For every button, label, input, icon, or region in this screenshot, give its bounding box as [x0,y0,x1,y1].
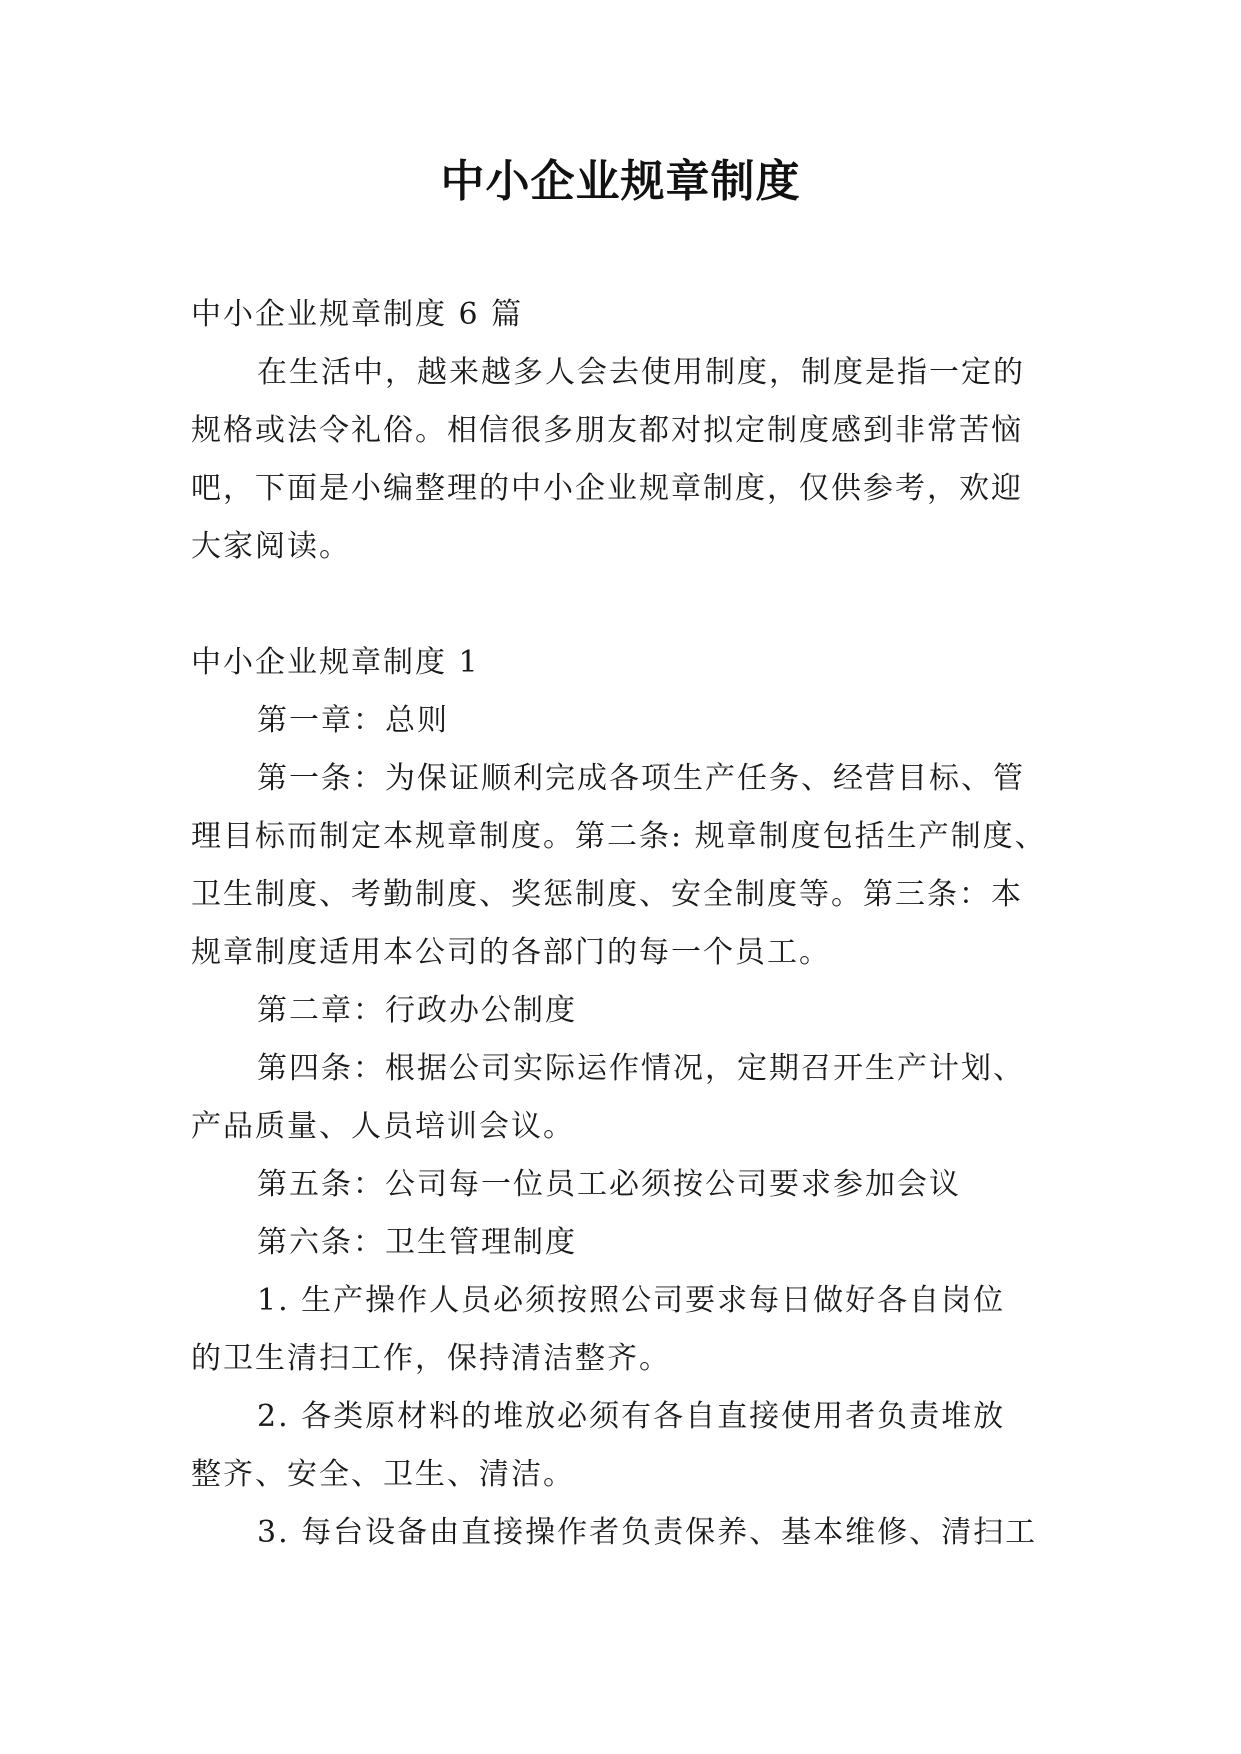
document-title: 中小企业规章制度 [440,156,801,207]
paragraph-line: 整齐、安全、卫生、清洁。 [191,1457,575,1492]
paragraph-line: 规章制度适用本公司的各部门的每一个员工。 [191,935,831,970]
list-item: 2. 各类原材料的堆放必须有各自直接使用者负责堆放 [257,1399,1006,1434]
paragraph-line: 第六条：卫生管理制度 [257,1225,577,1260]
paragraph-line: 卫生制度、考勤制度、奖惩制度、安全制度等。第三条：本 [191,877,1023,912]
paragraph-line: 理目标而制定本规章制度。第二条: 规章制度包括生产制度、 [191,819,1047,854]
paragraph-line: 大家阅读。 [191,529,351,564]
section-heading: 中小企业规章制度 1 [191,645,480,680]
list-item: 3. 每台设备由直接操作者负责保养、基本维修、清扫工 [257,1515,1038,1550]
paragraph-line: 的卫生清扫工作，保持清洁整齐。 [191,1341,671,1376]
paragraph-line: 第四条：根据公司实际运作情况，定期召开生产计划、 [257,1051,1025,1086]
document-body [191,286,1061,1562]
paragraph-line: 规格或法令礼俗。相信很多朋友都对拟定制度感到非常苦恼 [191,413,1023,448]
paragraph-line: 第五条：公司每一位员工必须按公司要求参加会议 [257,1167,961,1202]
blank-line [191,576,1061,634]
paragraph-line: 第一条：为保证顺利完成各项生产任务、经营目标、管 [257,761,1025,796]
list-item: 1. 生产操作人员必须按照公司要求每日做好各自岗位 [257,1283,1006,1318]
paragraph-line: 在生活中，越来越多人会去使用制度，制度是指一定的 [257,355,1025,390]
chapter-heading: 第一章：总则 [257,703,449,738]
chapter-heading: 第二章：行政办公制度 [257,993,577,1028]
paragraph-line: 产品质量、人员培训会议。 [191,1109,575,1144]
paragraph-line: 中小企业规章制度 6 篇 [191,297,524,332]
paragraph-line: 吧，下面是小编整理的中小企业规章制度，仅供参考，欢迎 [191,471,1023,506]
